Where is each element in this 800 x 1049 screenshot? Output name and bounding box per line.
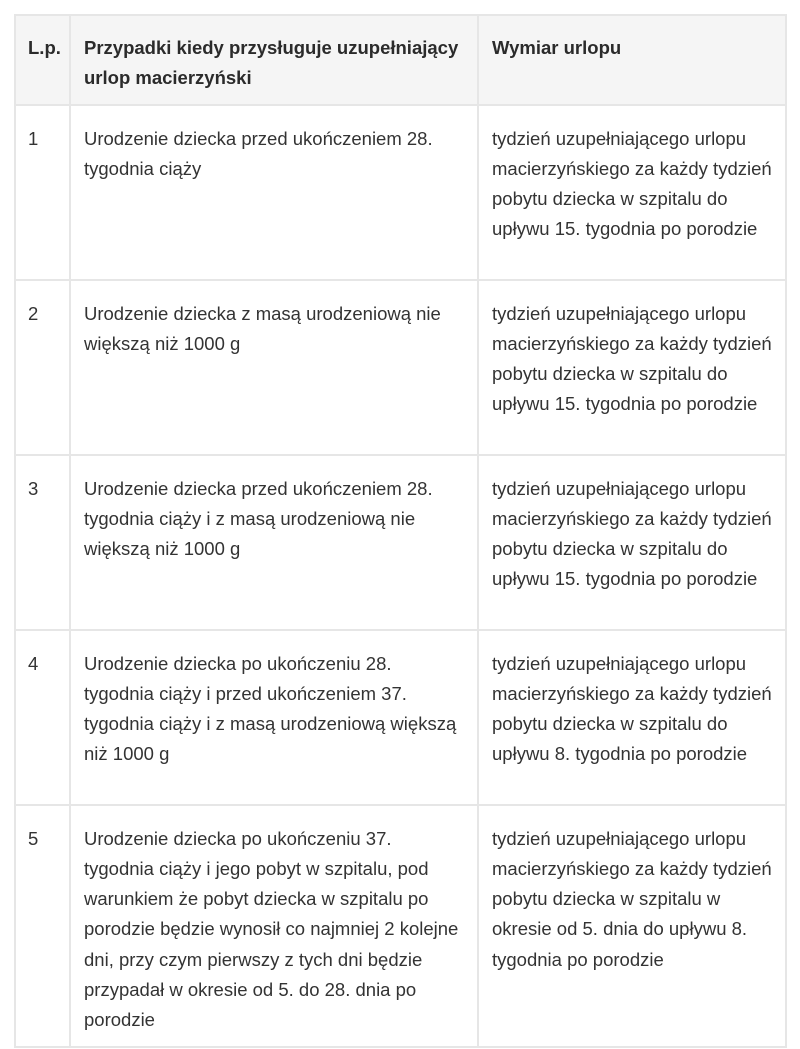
cell-case: Urodzenie dziecka przed ukończeniem 28. tygodnia ciąży i z masą urodzeniową nie większą niż 1000 g — [70, 455, 478, 630]
header-lp: L.p. — [15, 15, 70, 105]
table-row — [15, 630, 786, 805]
cell-case: Urodzenie dziecka z masą urodzeniową nie większą niż 1000 g — [70, 280, 478, 455]
cell-case: Urodzenie dziecka po ukończeniu 37. tygodnia ciąży i jego pobyt w szpitalu, pod warunkiem że pobyt dziecka w szpitalu po porodzie będzie wynosił co najmniej 2 kolejne dni, przy czym pierwszy z tych dni będzie przypadał w okresie od 5. do 28. dnia po porodzie — [70, 805, 478, 1047]
table-row — [15, 105, 786, 280]
cell-case: Urodzenie dziecka po ukończeniu 28. tygodnia ciąży i przed ukończeniem 37. tygodnia ciąży i z masą urodzeniową większą niż 1000 g — [70, 630, 478, 805]
cell-duration: tydzień uzupełniającego urlopu macierzyńskiego za każdy tydzień pobytu dziecka w szpitalu do upływu 15. tygodnia po porodzie — [478, 455, 786, 630]
cell-case: Urodzenie dziecka przed ukończeniem 28. tygodnia ciąży — [70, 105, 478, 280]
header-row — [15, 15, 786, 105]
table-row — [15, 455, 786, 630]
cell-lp: 2 — [15, 280, 70, 455]
table-row — [15, 805, 786, 1047]
cell-lp: 1 — [15, 105, 70, 280]
cell-lp: 5 — [15, 805, 70, 1047]
cell-duration: tydzień uzupełniającego urlopu macierzyńskiego za każdy tydzień pobytu dziecka w szpitalu do upływu 8. tygodnia po porodzie — [478, 630, 786, 805]
table-row — [15, 280, 786, 455]
cell-duration: tydzień uzupełniającego urlopu macierzyńskiego za każdy tydzień pobytu dziecka w szpitalu do upływu 15. tygodnia po porodzie — [478, 280, 786, 455]
cell-lp: 3 — [15, 455, 70, 630]
table-body — [15, 105, 786, 1047]
maternity-leave-table — [14, 14, 787, 1048]
cell-duration: tydzień uzupełniającego urlopu macierzyńskiego za każdy tydzień pobytu dziecka w szpitalu w okresie od 5. dnia do upływu 8. tygodnia po porodzie — [478, 805, 786, 1047]
header-case: Przypadki kiedy przysługuje uzupełniający urlop macierzyński — [70, 15, 478, 105]
cell-duration: tydzień uzupełniającego urlopu macierzyńskiego za każdy tydzień pobytu dziecka w szpitalu do upływu 15. tygodnia po porodzie — [478, 105, 786, 280]
cell-lp: 4 — [15, 630, 70, 805]
header-duration: Wymiar urlopu — [478, 15, 786, 105]
table-header — [15, 15, 786, 105]
